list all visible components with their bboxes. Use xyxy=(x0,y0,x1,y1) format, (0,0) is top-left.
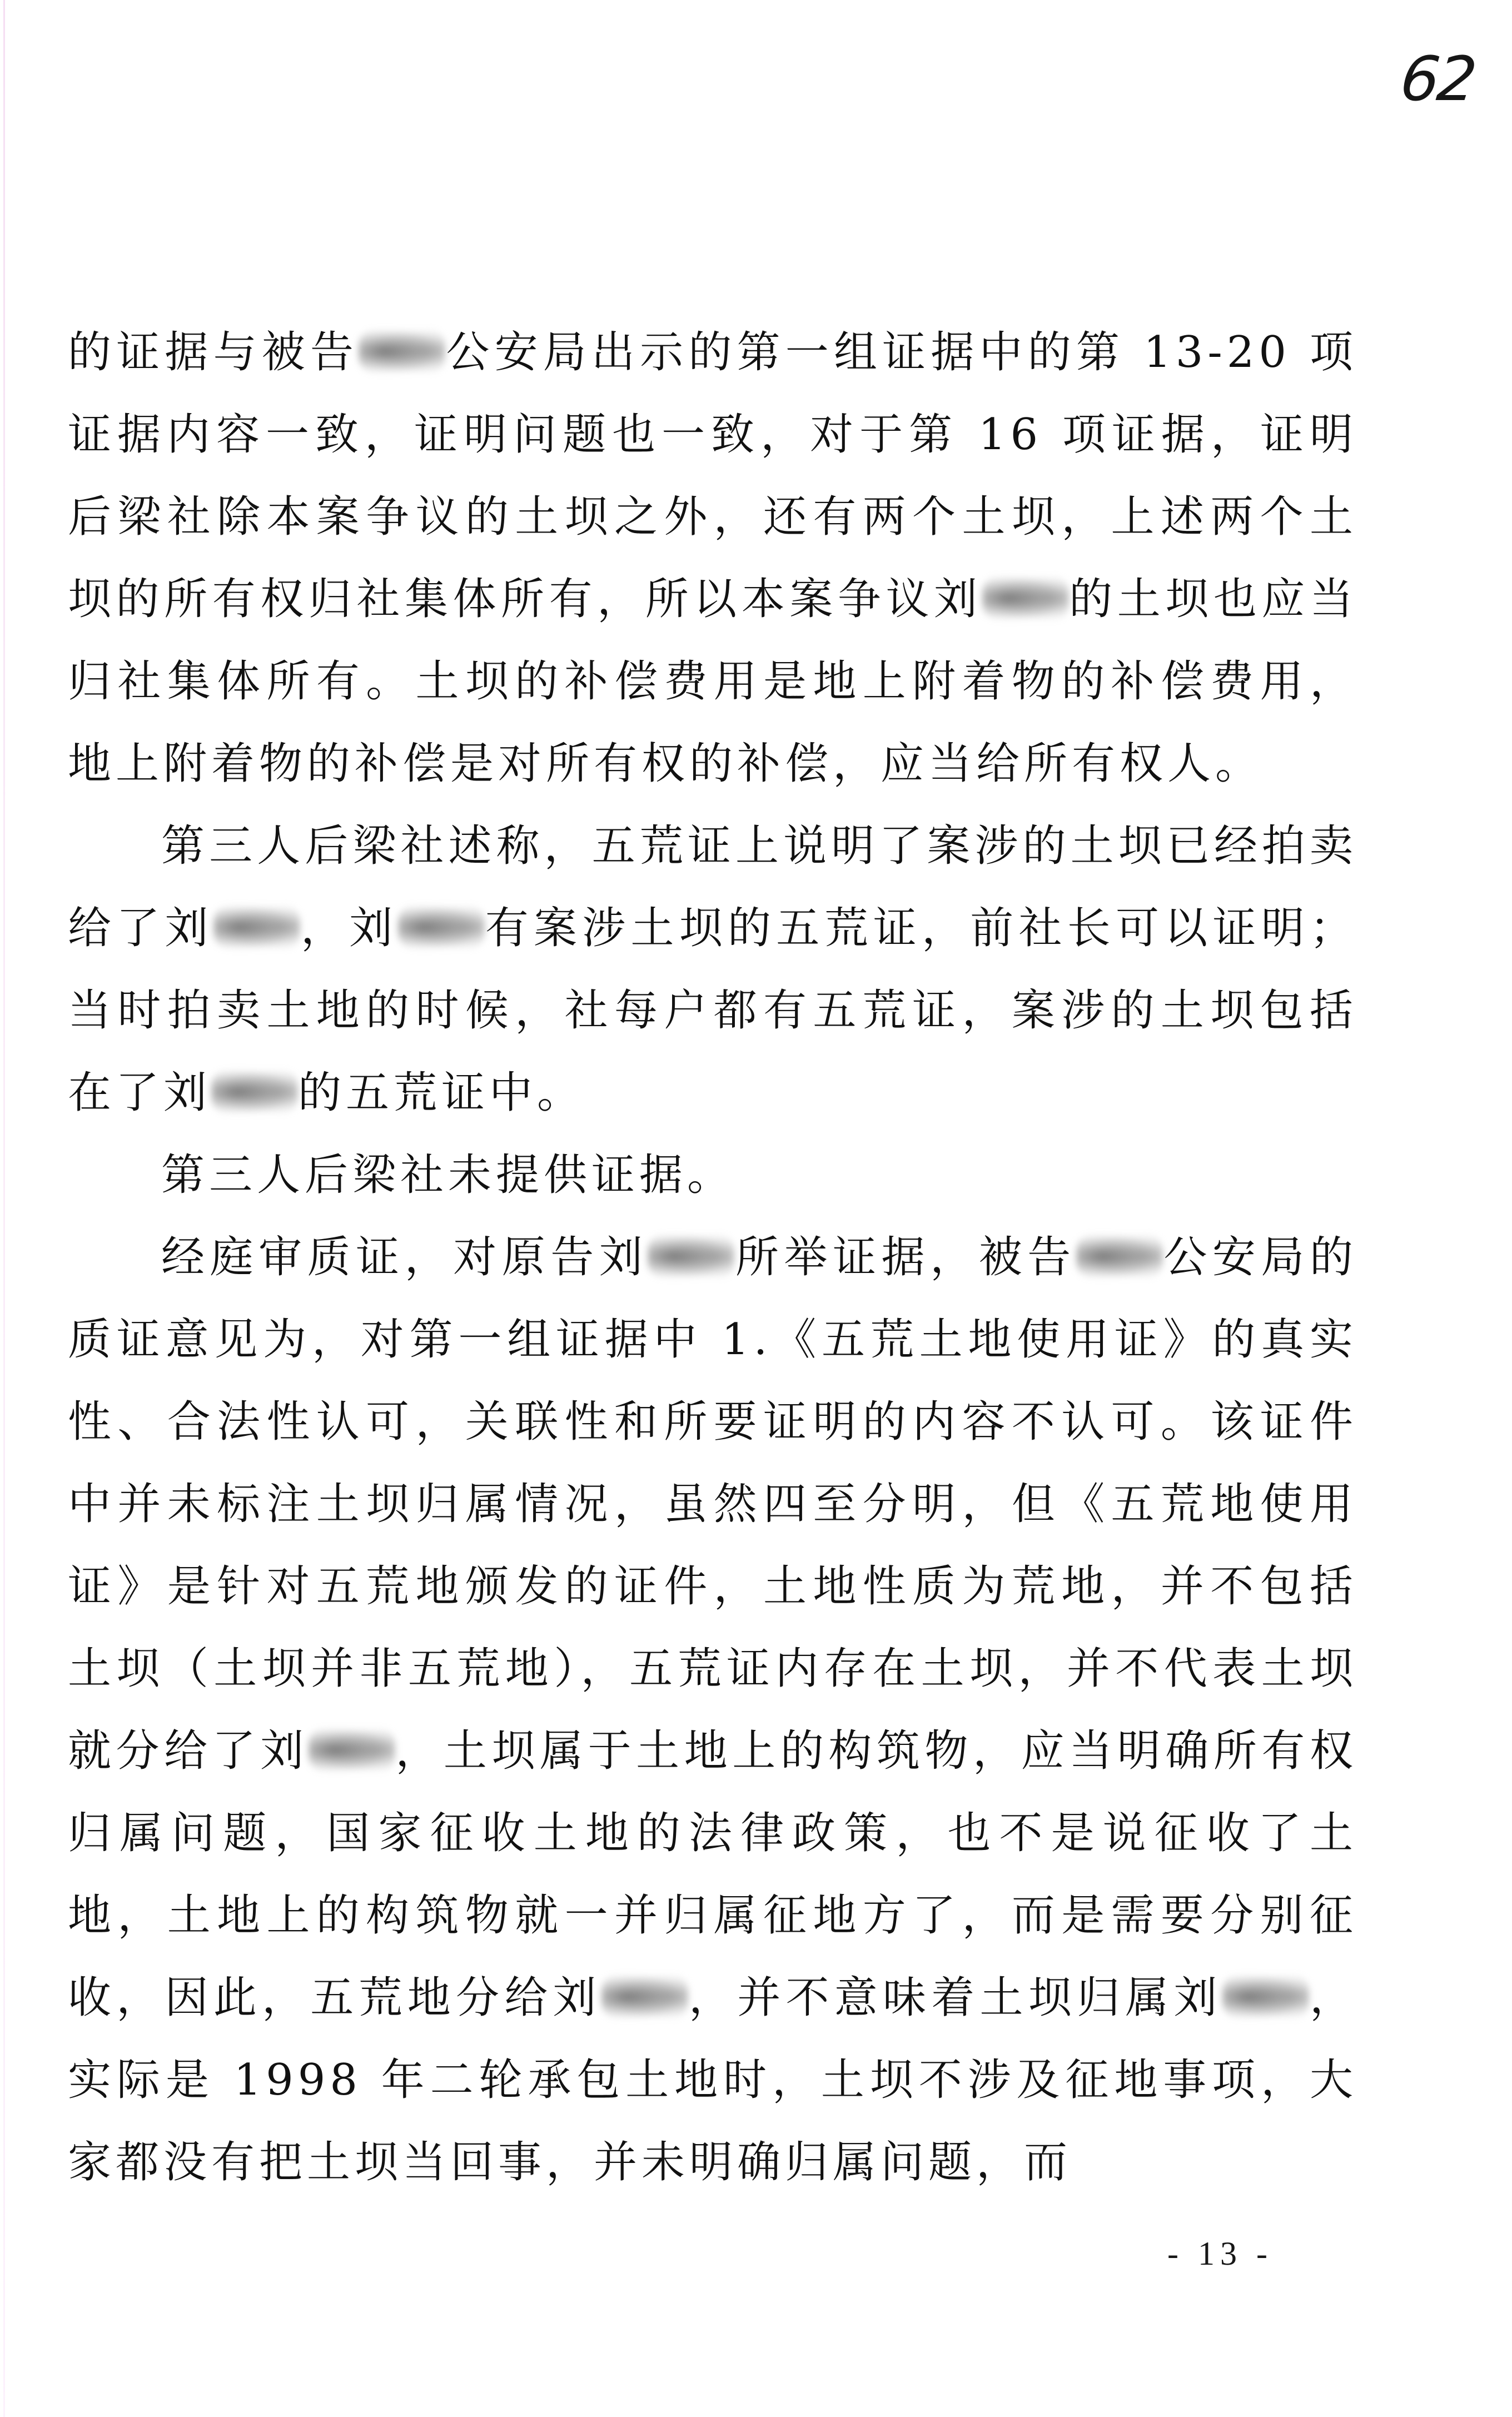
text-segment: 的证据与被告 xyxy=(68,327,359,377)
text-segment: 所举证据，被告 xyxy=(734,1232,1076,1282)
text-segment: 的土坝也应当归社集体所有。土坝的补偿费用是地上附着物的补偿费用，地上附着物的补偿是对所有权的补偿，应当给所有权人。 xyxy=(68,574,1357,789)
text-segment: ，并不意味着土坝归属刘 xyxy=(688,1973,1222,2023)
scan-left-edge xyxy=(3,0,5,2417)
text-segment: ，实际是 1998 年二轮承包土地时，土坝不涉及征地事项，大家都没有把土坝当回事，并未明确归属问题，而 xyxy=(68,1973,1357,2187)
redacted-name xyxy=(211,1070,298,1114)
redacted-name xyxy=(398,905,485,949)
paragraph xyxy=(68,805,1357,1134)
text-segment: 第三人后梁社未提供证据。 xyxy=(161,1150,735,1200)
text-segment: 经庭审质证，对原告刘 xyxy=(161,1232,648,1282)
paragraph xyxy=(68,1216,1357,2204)
redacted-name xyxy=(359,329,445,374)
redacted-name xyxy=(1222,1975,1309,2019)
text-segment: 公安局的质证意见为，对第一组证据中 1.《五荒土地使用证》的真实性、合法性认可，关联性和所要证明的内容不认可。该证件中并未标注土坝归属情况，虽然四至分明，但《五荒地使用证》是针对五荒地颁发的证件，土地性质为荒地，并不包括土坝（土坝并非五荒地），五荒证内存在土坝，并不代表土坝就分给了刘 xyxy=(68,1232,1357,1776)
redacted-name xyxy=(309,1728,395,1772)
redacted-name xyxy=(601,1975,688,2019)
footer-page-number: - 13 - xyxy=(1167,2235,1273,2272)
text-segment: 的五荒证中。 xyxy=(298,1068,585,1118)
text-segment: 有案涉土坝的五荒证，前社长可以证明；当时拍卖土地的时候，社每户都有五荒证，案涉的土坝包括在了刘 xyxy=(68,903,1357,1118)
document-body xyxy=(68,311,1357,2204)
text-segment: ，刘 xyxy=(300,903,398,953)
text-segment: 公安局出示的第一组证据中的第 13-20 项证据内容一致，证明问题也一致，对于第 16 项证据，证明后梁社除本案争议的土坝之外，还有两个土坝，上述两个土坝的所有权归社集体所有，所以本案争议刘 xyxy=(68,327,1357,624)
text-segment: 第三人后梁社述称，五荒证上说明了案涉的土坝已经拍卖给了刘 xyxy=(68,821,1357,953)
paragraph xyxy=(68,311,1357,805)
text-segment: ，土坝属于土地上的构筑物，应当明确所有权归属问题，国家征收土地的法律政策，也不是说征收了土地，土地上的构筑物就一并归属征地方了，而是需要分别征收，因此，五荒地分给刘 xyxy=(68,1726,1357,2023)
paragraph xyxy=(68,1134,1357,1216)
handwritten-page-number: 62 xyxy=(1397,43,1478,115)
redacted-name xyxy=(648,1234,734,1279)
redacted-name xyxy=(213,905,300,949)
redacted-name xyxy=(1076,1234,1163,1279)
redacted-name xyxy=(982,576,1069,620)
